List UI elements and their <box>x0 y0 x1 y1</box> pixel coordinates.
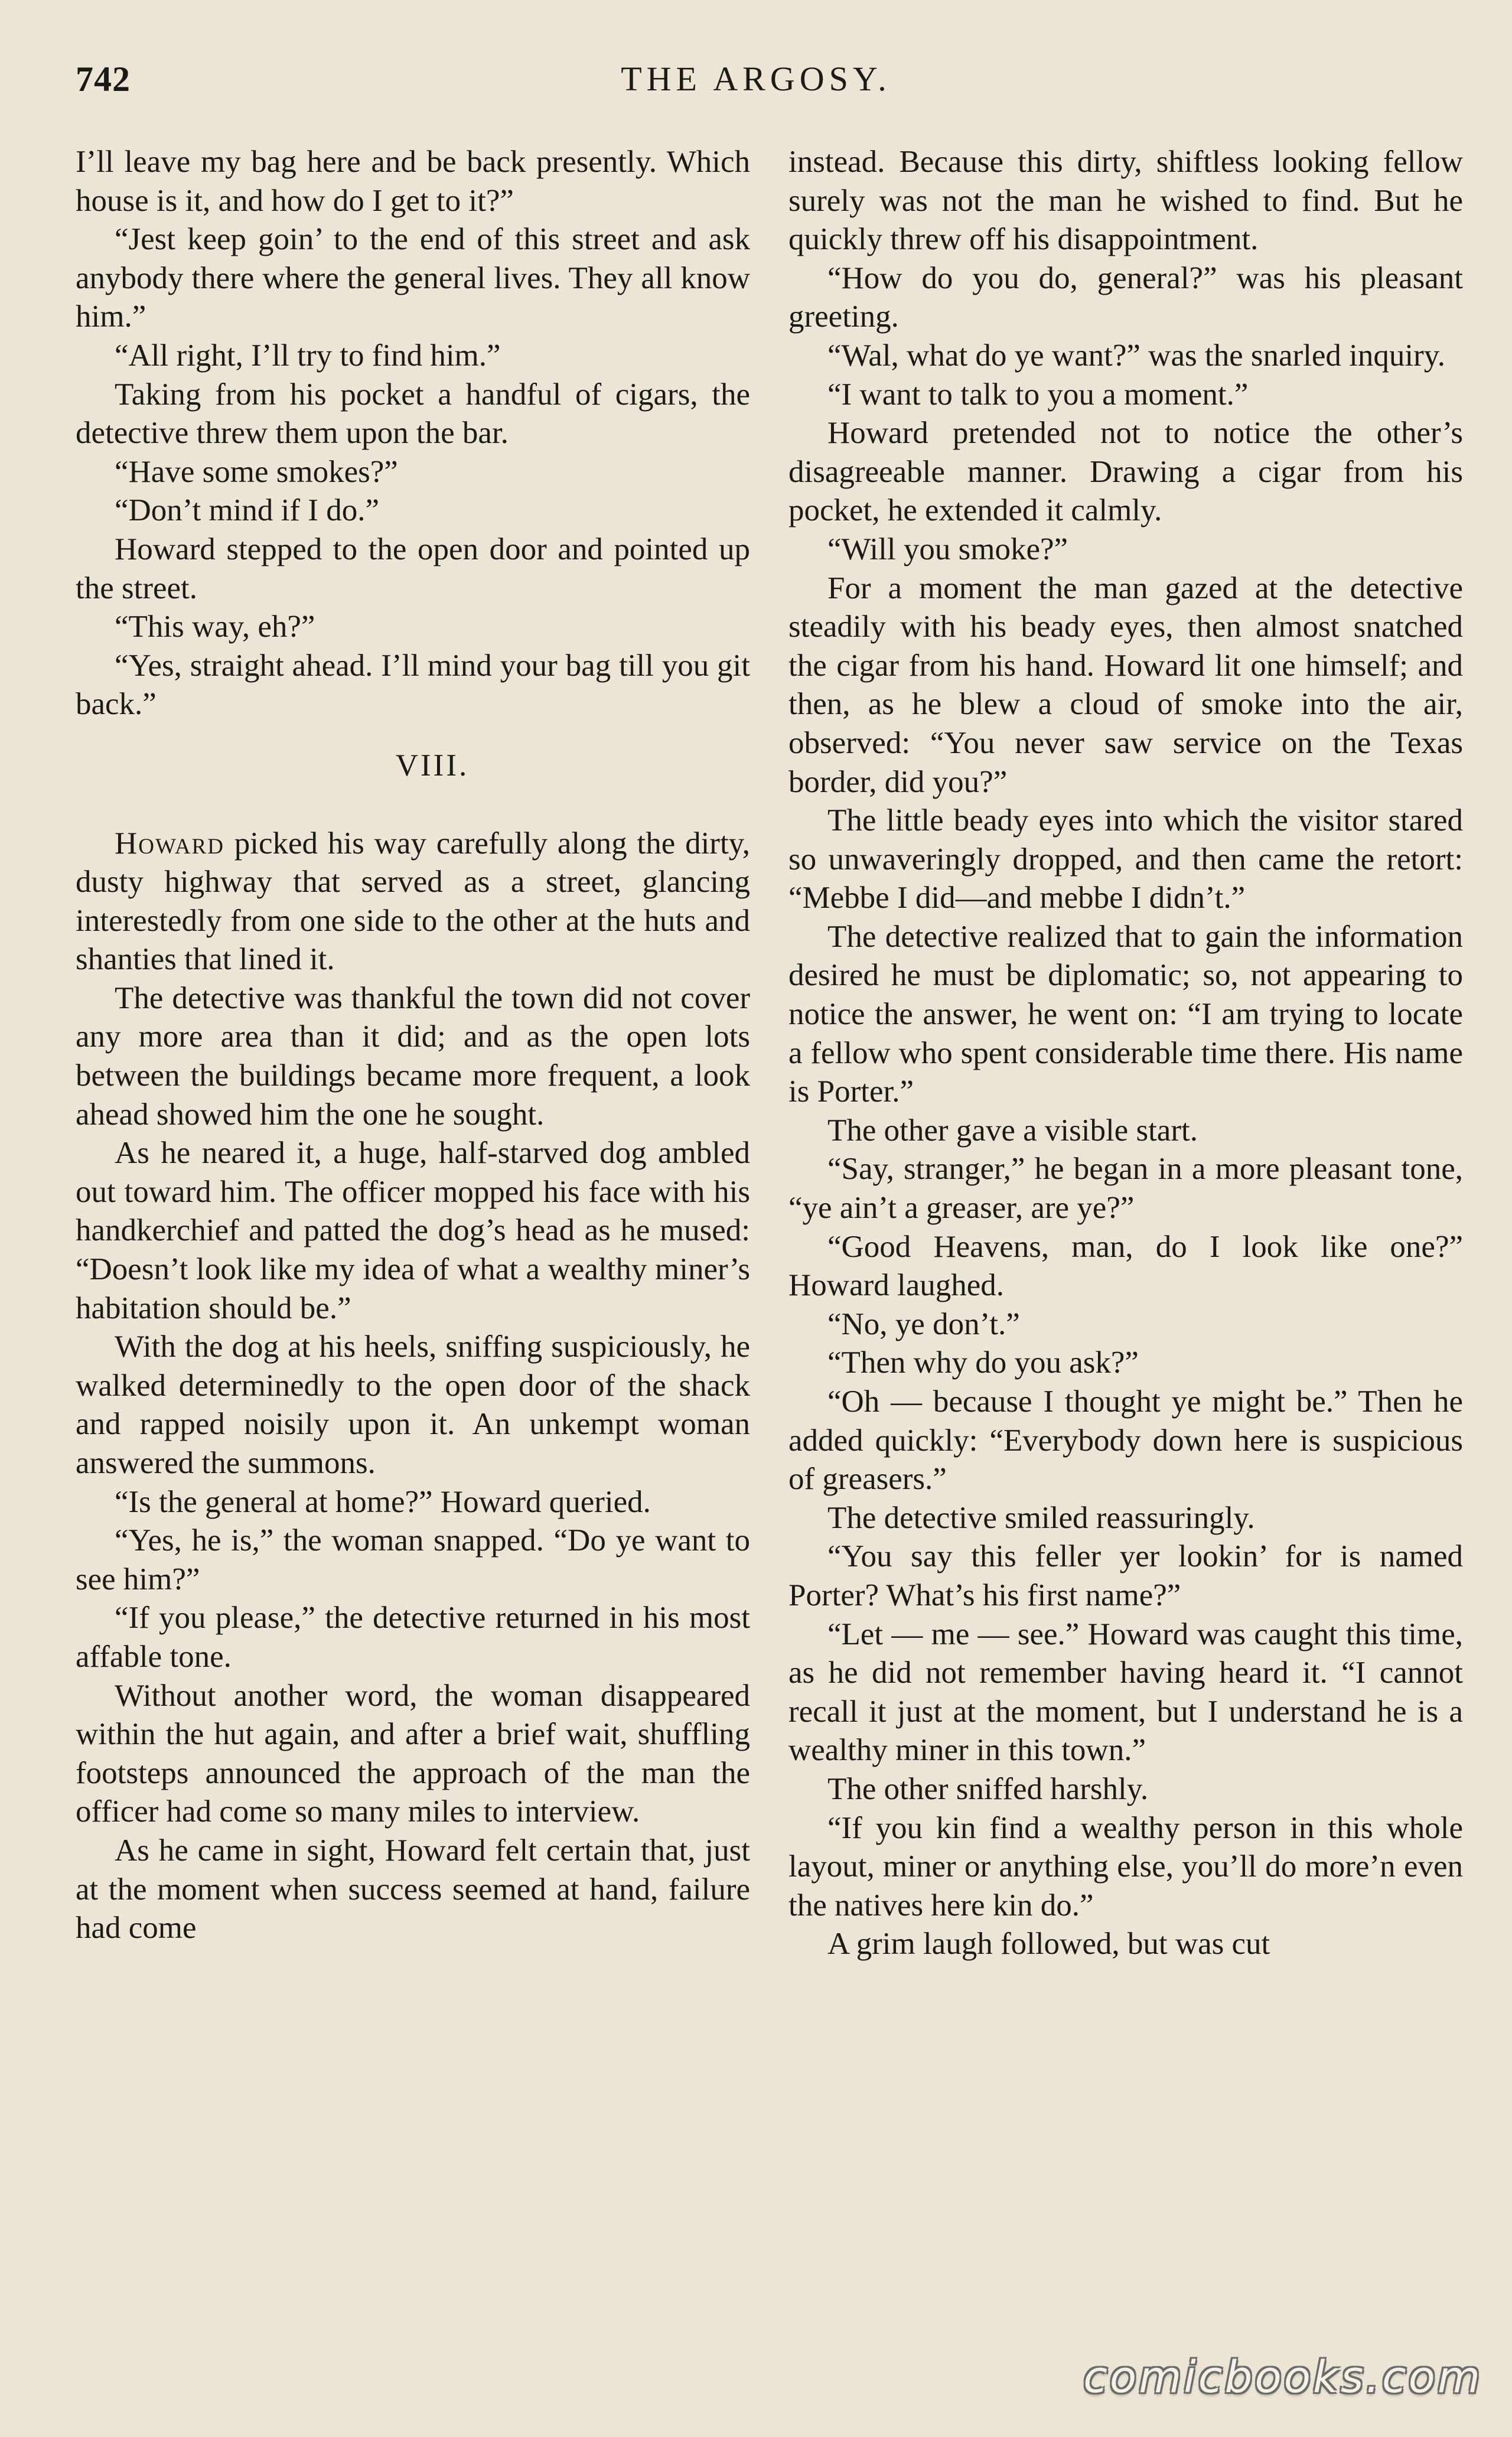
paragraph: The little beady eyes into which the visitor stared so unwaveringly dropped, and then came the retort: “Mebbe I did—and mebbe I didn’t.” <box>788 803 1463 915</box>
paragraph: “Good Heavens, man, do I look like one?” Howard laughed. <box>788 1229 1463 1303</box>
journal-title: THE ARGOSY. <box>621 60 891 98</box>
paragraph: “Yes, straight ahead. I’ll mind your bag till you git back.” <box>76 648 750 722</box>
paragraph: “Is the general at home?” Howard queried. <box>115 1484 651 1519</box>
paragraph: “Let — me — see.” Howard was caught this time, as he did not remember having heard it. “I cannot recall it just at the moment, but I understand he is a wealthy miner in this town.” <box>788 1617 1463 1768</box>
paragraph: As he neared it, a huge, half-starved dog ambled out toward him. The officer mopped his face with his handkerchief and patted the dog’s head as he mused: “Doesn’t look like my idea of what a wealthy miner’s habitation should be.” <box>76 1136 750 1325</box>
paragraph: Taking from his pocket a handful of cigars, the detective threw them upon the bar. <box>76 377 750 451</box>
paragraph: “Say, stranger,” he began in a more pleasant tone, “ye ain’t a greaser, are ye?” <box>788 1152 1463 1226</box>
paragraph: “If you please,” the detective returned in his most affable tone. <box>76 1601 750 1674</box>
paragraph: With the dog at his heels, sniffing suspiciously, he walked determinedly to the open door of the shack and rapped noisily upon it. An unkempt woman answered the summons. <box>76 1330 750 1480</box>
page-number: 742 <box>76 60 131 99</box>
paragraph: For a moment the man gazed at the detective steadily with his beady eyes, then almost snatched the cigar from his hand. Howard lit one himself; and then, as he blew a cloud of smoke into the air, observed: “You never saw service on the Texas border, did you?” <box>788 571 1463 799</box>
paragraph: “No, ye don’t.” <box>827 1307 1020 1341</box>
watermark-logo: comicbooks.com <box>1083 2352 1482 2403</box>
paragraph: “Then why do you ask?” <box>827 1345 1139 1380</box>
paragraph: Howard stepped to the open door and pointed up the street. <box>76 532 750 605</box>
paragraph: The other sniffed harshly. <box>827 1771 1149 1806</box>
paragraph: As he came in sight, Howard felt certain that, just at the moment when success seemed at hand, failure had come <box>76 1833 750 1946</box>
paragraph: “Wal, what do ye want?” was the snarled inquiry. <box>827 338 1446 373</box>
paragraph: The other gave a visible start. <box>827 1113 1198 1148</box>
paragraph: “I want to talk to you a moment.” <box>827 377 1249 412</box>
paragraph: The detective realized that to gain the information desired he must be diplomatic; so, not appearing to notice the answer, he went on: “I am trying to locate a fellow who spent considerable time there. His name is Porter.” <box>788 919 1463 1109</box>
left-column <box>76 143 750 1948</box>
paragraph: “Don’t mind if I do.” <box>115 493 379 528</box>
section-heading: VIII. <box>395 748 470 783</box>
paragraph: The detective was thankful the town did not cover any more area than it did; and as the open lots between the buildings became more frequent, a look ahead showed him the one he sought. <box>76 980 750 1132</box>
paragraph: Howard pretended not to notice the other’s disagreeable manner. Drawing a cigar from his pocket, he extended it calmly. <box>788 416 1463 528</box>
small-caps-lead: Howard <box>115 826 224 861</box>
paragraph: “You say this feller yer lookin’ for is named Porter? What’s his first name?” <box>788 1539 1463 1612</box>
paragraph <box>76 825 750 979</box>
paragraph: “All right, I’ll try to find him.” <box>115 338 501 373</box>
paragraph: The detective smiled reassuringly. <box>827 1500 1255 1535</box>
running-head <box>76 59 1436 112</box>
paragraph: “Yes, he is,” the woman snapped. “Do ye want to see him?” <box>76 1523 750 1597</box>
paragraph: Without another word, the woman disappeared within the hut again, and after a brief wait, shuffling footsteps announced the approach of the man the officer had come so many miles to interview. <box>76 1678 750 1829</box>
paragraph: instead. Because this dirty, shiftless looking fellow surely was not the man he wished to find. But he quickly threw off his disappointment. <box>788 145 1463 257</box>
right-column <box>788 143 1463 1964</box>
paragraph: “Have some smokes?” <box>115 454 398 489</box>
paragraph: “Jest keep goin’ to the end of this street and ask anybody there where the general lives. They all know him.” <box>76 222 750 334</box>
paragraph: I’ll leave my bag here and be back presently. Which house is it, and how do I get to it?” <box>76 145 750 218</box>
paragraph: “This way, eh?” <box>115 610 315 644</box>
paragraph: A grim laugh followed, but was cut <box>827 1927 1270 1962</box>
paragraph: “Will you smoke?” <box>827 532 1068 566</box>
paragraph-text: picked his way carefully along the dirty, dusty highway that served as a street, glancing interestedly from one side to the other at the huts and shanties that lined it. <box>76 826 750 977</box>
paragraph: “Oh — because I thought ye might be.” Then he added quickly: “Everybody down here is suspicious of greasers.” <box>788 1384 1463 1497</box>
paragraph: “How do you do, general?” was his pleasant greeting. <box>788 260 1463 334</box>
paragraph: “If you kin find a wealthy person in this whole layout, miner or anything else, you’ll do more’n even the natives here kin do.” <box>788 1810 1463 1923</box>
